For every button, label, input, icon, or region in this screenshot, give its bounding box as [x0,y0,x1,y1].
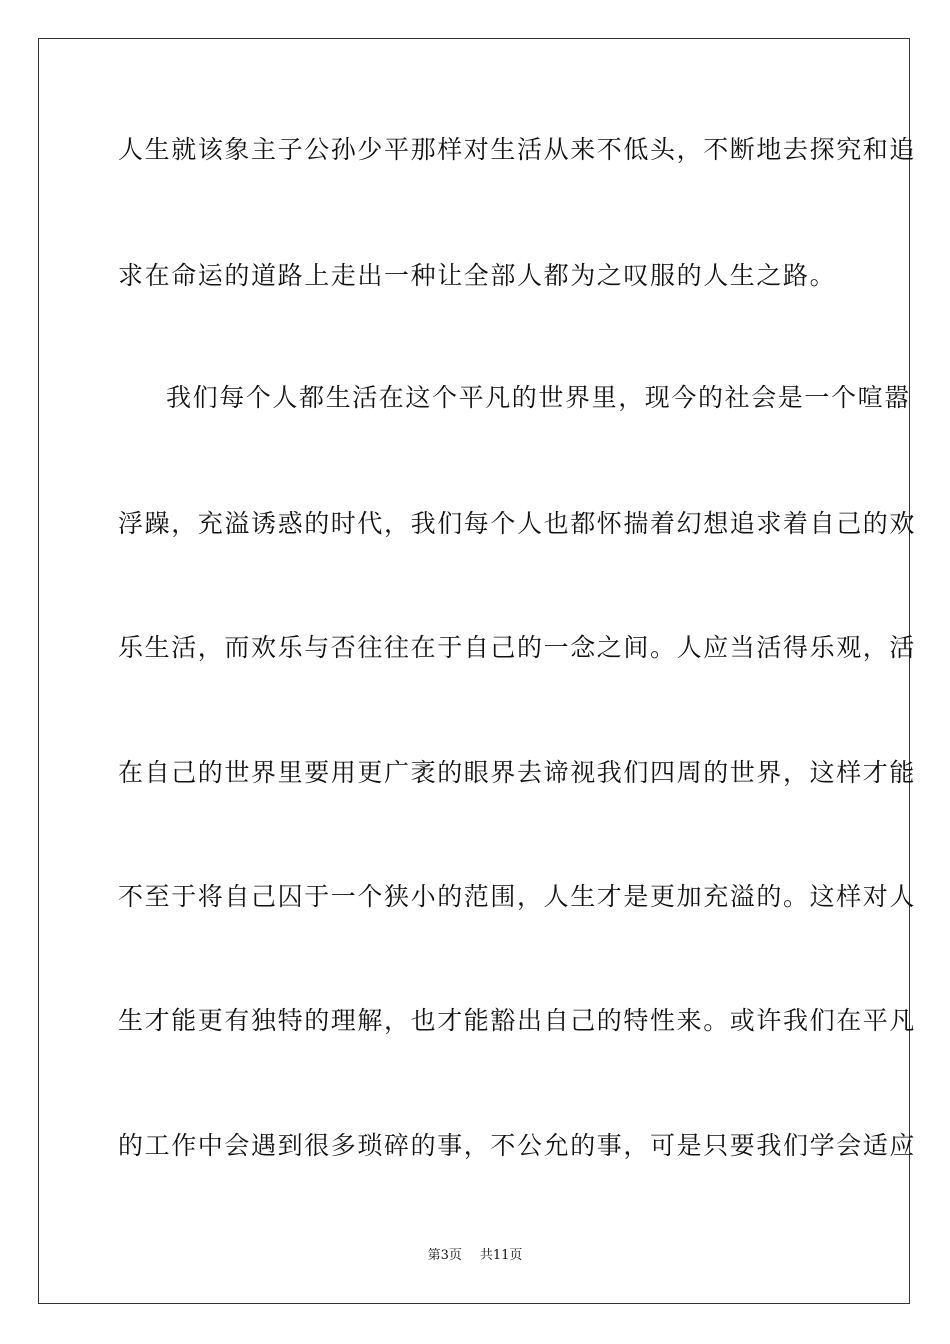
total-pages-label: 共11页 [479,1248,523,1263]
text-line-8: 生才能更有独特的理解，也才能豁出自己的特性来。或许我们在平凡 [118,1006,917,1035]
text-line-5: 乐生活，而欢乐与否往往在于自己的一念之间。人应当活得乐观，活 [118,633,917,662]
current-page-label: 第3页 [427,1248,462,1263]
text-line-9: 的工作中会遇到很多琐碎的事，不公允的事，可是只要我们学会适应 [118,1131,917,1160]
text-line-7: 不至于将自己囚于一个狭小的范围，人生才是更加充溢的。这样对人 [118,882,917,911]
text-line-6: 在自己的世界里要用更广袤的眼界去谛视我们四周的世界，这样才能 [118,758,917,787]
text-line-4: 浮躁，充溢诱惑的时代，我们每个人也都怀揣着幻想追求着自己的欢 [118,509,917,538]
text-line-3-paragraph-start: 我们每个人都生活在这个平凡的世界里，现今的社会是一个喧嚣 [166,383,911,412]
page-border [38,38,917,1304]
page-footer [0,1246,950,1266]
text-line-2: 求在命运的道路上走出一种让全部人都为之叹服的人生之路。 [118,261,837,290]
text-line-1: 人生就该象主子公孙少平那样对生活从来不低头，不断地去探究和追 [118,135,917,164]
